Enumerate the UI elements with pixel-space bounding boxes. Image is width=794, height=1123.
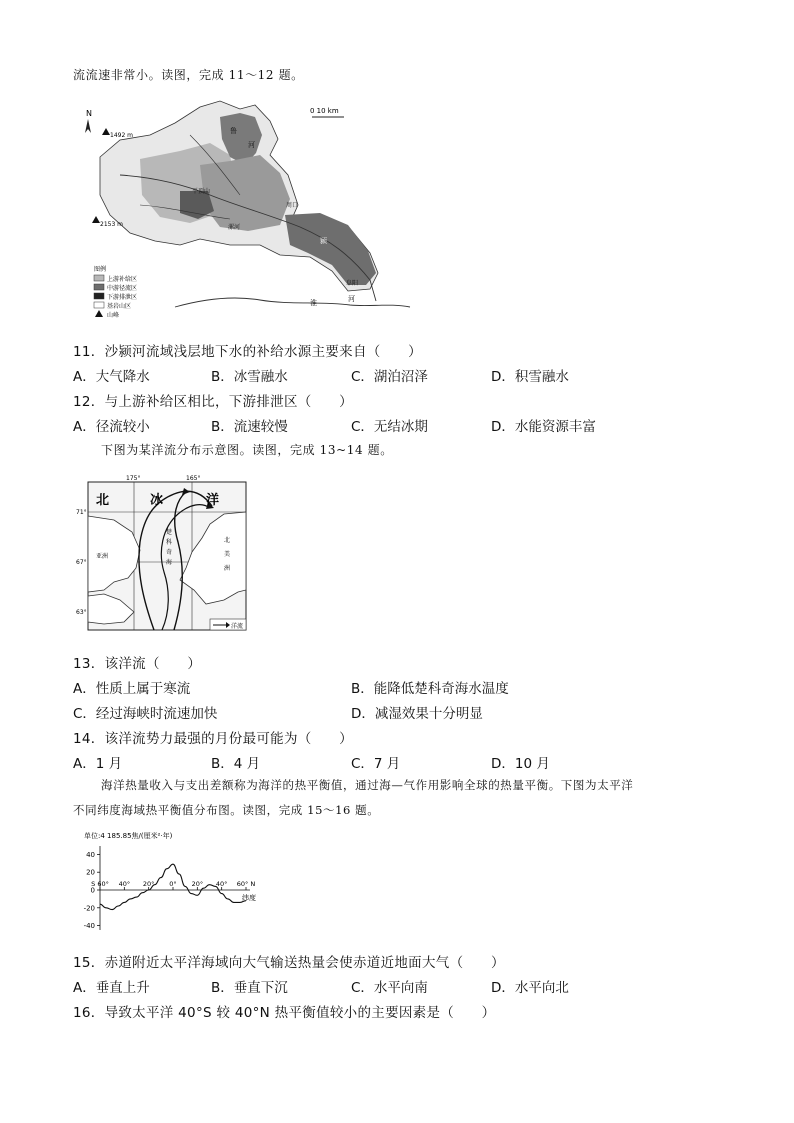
x-tick-label: 40° [118, 880, 131, 888]
place-label: 周口 [286, 202, 299, 209]
q13-option-a[interactable]: A．性质上属于寒流 [73, 681, 191, 697]
intro-13-14: 下图为某洋流分布示意图。读图，完成 13~14 题。 [101, 443, 393, 457]
y-tick-label: -20 [83, 904, 95, 913]
heat-balance-chart [76, 826, 266, 936]
q12-options [73, 415, 723, 433]
latitude-label: 71° [76, 509, 87, 516]
legend-item: 基岩山区 [107, 303, 132, 310]
intro-15-16-line1: 海洋热量收入与支出差额称为海洋的热平衡值，通过海—气作用影响全球的热量平衡。下图为太平洋 [101, 778, 634, 792]
place-label: 阜阳 [346, 280, 359, 287]
arctic-char: 洋 [206, 493, 220, 508]
x-tick-label: 0° [169, 880, 177, 888]
na-char: 洲 [224, 565, 231, 572]
heat-balance-chart-svg [76, 826, 266, 936]
q13-option-d[interactable]: D．减湿效果十分明显 [351, 706, 483, 722]
north-label: N [86, 109, 92, 118]
latitude-label: 63° [76, 609, 87, 616]
sea-char: 奇 [166, 549, 173, 556]
q16-stem: 16．导致太平洋 40°S 较 40°N 热平衡值较小的主要因素是（ ） [73, 1005, 496, 1021]
place-label: 颍 [320, 237, 327, 245]
legend-title: 图例 [94, 266, 107, 273]
q15-option-a[interactable]: A．垂直上升 [73, 980, 150, 996]
intro-15-16-line2: 不同纬度海域热平衡值分布图。读图，完成 15～16 题。 [73, 803, 380, 817]
q12-stem: 12．与上游补给区相比，下游排泄区（ ） [73, 394, 353, 410]
q14-stem: 14．该洋流势力最强的月份最可能为（ ） [73, 731, 353, 747]
q12-option-b[interactable]: B．流速较慢 [211, 419, 288, 435]
y-tick-label: 20 [86, 868, 95, 877]
q13-options-row1 [73, 677, 723, 695]
q12-option-a[interactable]: A．径流较小 [73, 419, 150, 435]
legend-swatch [94, 302, 104, 308]
q14-option-d[interactable]: D．10 月 [491, 756, 550, 772]
na-char: 美 [224, 551, 231, 558]
q13-options-row2 [73, 702, 723, 720]
sea-char: 楚 [166, 529, 173, 536]
q11-option-b[interactable]: B．冰雪融水 [211, 369, 288, 385]
q13-option-b[interactable]: B．能降低楚科奇海水温度 [351, 681, 509, 697]
q14-option-b[interactable]: B．4 月 [211, 756, 261, 772]
q14-option-c[interactable]: C．7 月 [351, 756, 401, 772]
legend-swatch [94, 275, 104, 281]
q13-stem: 13．该洋流（ ） [73, 656, 202, 672]
chart-title: 单位:4 185.85焦/(厘米²·年) [84, 832, 173, 840]
asia-label: 亚洲 [96, 553, 109, 560]
elevation-label-1: 1492 m [110, 132, 134, 139]
q13-option-c[interactable]: C．经过海峡时流速加快 [73, 706, 218, 722]
x-tick-label: 20° [142, 880, 155, 888]
current-legend-label: 洋流 [231, 623, 244, 630]
scale-label: 0 10 km [310, 107, 339, 115]
longitude-label: 165° [186, 475, 201, 482]
q12-option-c[interactable]: C．无结冰期 [351, 419, 428, 435]
q15-option-b[interactable]: B．垂直下沉 [211, 980, 288, 996]
q15-options [73, 976, 723, 994]
elevation-label-2: 2153 m [100, 221, 124, 228]
y-tick-label: 40 [86, 850, 95, 859]
q11-stem: 11．沙颍河流域浅层地下水的补给水源主要来自（ ） [73, 344, 422, 360]
legend-item: 中游径流区 [107, 285, 138, 292]
y-tick-label: 0 [90, 886, 95, 895]
arctic-char: 冰 [150, 493, 164, 508]
ocean-current-map-svg [74, 472, 250, 634]
legend-swatch [94, 284, 104, 290]
river-basin-map [80, 95, 418, 321]
sea-char: 海 [166, 559, 173, 566]
x-tick-label: 60° N [236, 880, 256, 888]
longitude-label: 175° [126, 475, 141, 482]
legend-item: 下游排泄区 [107, 294, 138, 301]
legend-item: 上游补给区 [107, 276, 138, 283]
x-tick-label: 20° [191, 880, 204, 888]
legend-item: 山峰 [107, 312, 120, 319]
q15-option-d[interactable]: D．水平向北 [491, 980, 569, 996]
q15-stem: 15．赤道附近太平洋海域向大气输送热量会使赤道近地面大气（ ） [73, 955, 505, 971]
q12-option-d[interactable]: D．水能资源丰富 [491, 419, 596, 435]
q11-option-a[interactable]: A．大气降水 [73, 369, 150, 385]
na-char: 北 [224, 537, 231, 544]
q15-option-c[interactable]: C．水平向南 [351, 980, 428, 996]
place-label: 河 [248, 141, 255, 149]
q14-options [73, 752, 723, 770]
arctic-char: 北 [96, 493, 110, 508]
x-tick-label: S 60° [91, 880, 109, 888]
place-label: 淮 [310, 299, 317, 307]
place-label: 河 [348, 295, 355, 303]
river-basin-map-svg [80, 95, 418, 321]
place-label: 鲁 [230, 127, 237, 135]
y-tick-label: -40 [83, 922, 95, 931]
q11-option-c[interactable]: C．湖泊沼泽 [351, 369, 428, 385]
place-label: 漯河 [228, 224, 241, 231]
sea-char: 科 [166, 539, 173, 546]
q11-options [73, 365, 723, 383]
q11-option-d[interactable]: D．积雪融水 [491, 369, 569, 385]
latitude-label: 67° [76, 559, 87, 566]
legend-swatch [94, 293, 104, 299]
x-tick-label: 40° [215, 880, 228, 888]
x-axis-label: 纬度 [242, 894, 256, 902]
q14-option-a[interactable]: A．1 月 [73, 756, 123, 772]
place-label: 平顶山 [192, 188, 211, 195]
ocean-current-map [74, 472, 250, 634]
intro-continuation: 流流速非常小。读图，完成 11～12 题。 [73, 68, 304, 82]
